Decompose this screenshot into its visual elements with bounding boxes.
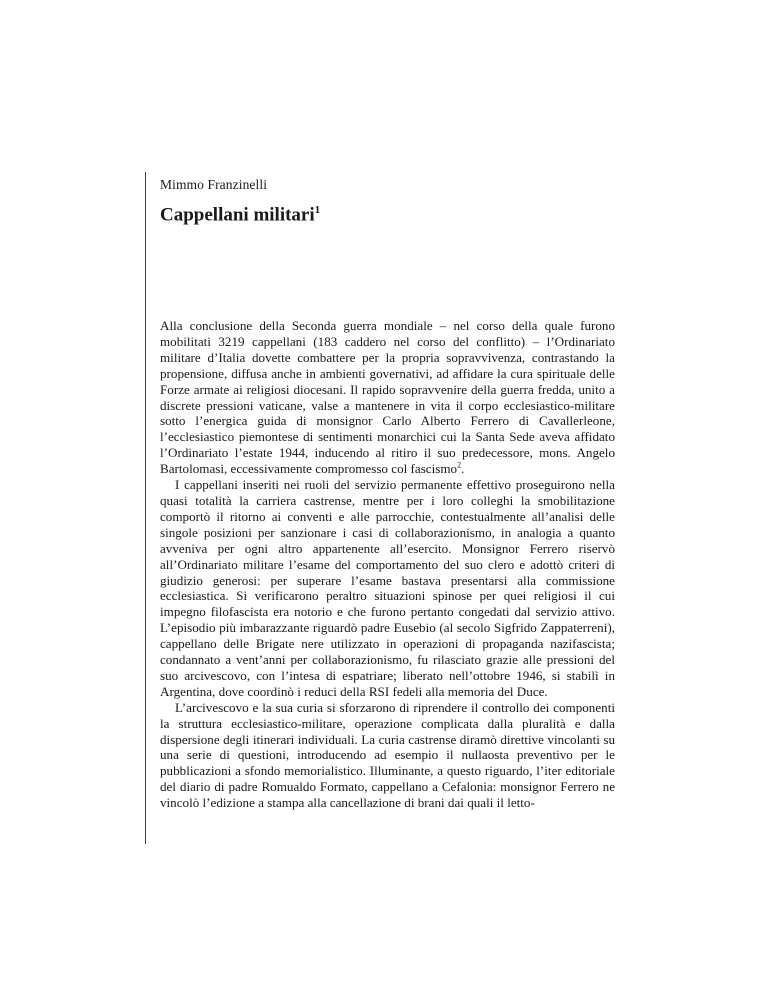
author-name: Mimmo Franzinelli xyxy=(160,177,268,192)
footnote-marker-2: 2 xyxy=(457,460,462,470)
margin-rule xyxy=(145,172,146,844)
paragraph-1-text: Alla conclusione della Seconda guerra mondiale – nel corso della quale furono mobilitati 3219 cappellani (183 caddero nel corso del conflitto) – l’Ordinariato militare d’Italia dovette combattere per la propria sopravvivenza, contrastando la propensione, diffusa anche in ambienti governativi, ad affidare la cura spirituale delle Forze armate ai religiosi diocesani. Il rapido sopravvenire della guerra fredda, unito a discrete pressioni vaticane, valse a mantenere in vita il corpo ecclesiastico-militare sotto l’energica guida di monsignor Carlo Alberto Ferrero di Cavallerleone, l’ecclesiastico piemontese di sentimenti monarchici cui la Santa Sede aveva affidato l’Ordinariato l’estate 1944, inducendo al ritiro il suo predecessore, mons. Angelo Bartolomasi, eccessivamente compromesso col fascismo xyxy=(160,318,615,477)
article-body xyxy=(160,318,615,811)
title-text: Cappellani militari xyxy=(160,204,315,226)
paragraph-1-end: . xyxy=(461,461,465,477)
paragraph-1 xyxy=(160,318,615,477)
title-footnote-marker: 1 xyxy=(314,204,321,216)
article-title xyxy=(160,204,320,226)
paragraph-2: I cappellani inseriti nei ruoli del servizio permanente effettivo proseguirono nella quasi totalità la carriera castrense, mentre per i loro colleghi la smobilitazione comportò il ritorno ai conventi e alle parrocchie, contestualmente all’analisi delle singole posizioni per sanzionare i casi di collaborazionismo, in analogia a quanto avveniva per ogni altro appartenente all’esercito. Monsignor Ferrero riservò all’Ordinariato militare l’esame del comportamento del suo clero e adottò criteri di giudizio generosi: per superare l’esame bastava presentarsi alla commissione ecclesiastica. Si verificarono peraltro situazioni spinose per quei religiosi il cui impegno filofascista era notorio e che furono pertanto congedati dal servizio attivo. L’episodio più imbarazzante riguardò padre Eusebio (al secolo Sigfrido Zappaterreni), cappellano delle Brigate nere utilizzato in operazioni di propaganda nazifascista; condannato a vent’anni per collaborazionismo, fu rilasciato grazie alle pressioni del suo arcivescovo, con l’intesa di espatriare; liberato nell’ottobre 1946, si stabilì in Argentina, dove coordinò i reduci della RSI fedeli alla memoria del Duce. xyxy=(160,477,615,699)
paragraph-3: L’arcivescovo e la sua curia si sforzarono di riprendere il controllo dei componenti la struttura ecclesiastico-militare, operazione complicata dalla pluralità e dalla dispersione degli itinerari individuali. La curia castrense diramò direttive vincolanti su una serie di questioni, introducendo ad esempio il nullaosta preventivo per le pubblicazioni a sfondo memorialistico. Illuminante, a questo riguardo, l’iter editoriale del diario di padre Romualdo Formato, cappellano a Cefalonia: monsignor Ferrero ne vincolò l’edizione a stampa alla cancellazione di brani dai quali il letto- xyxy=(160,699,615,811)
